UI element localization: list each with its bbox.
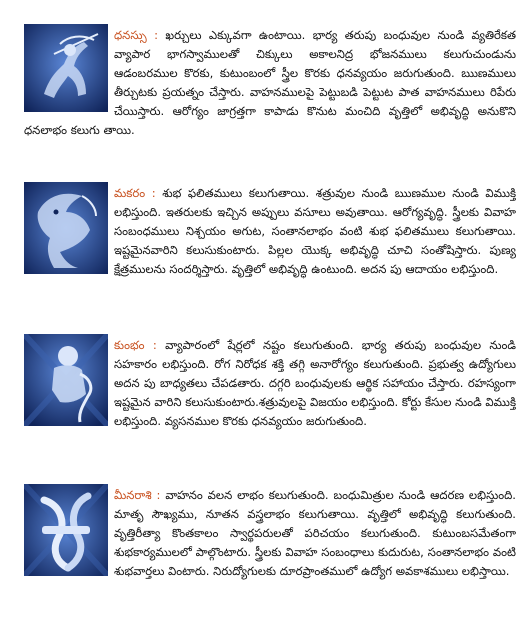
section-text	[24, 486, 516, 581]
section-aquarius	[0, 332, 528, 472]
prediction-text: వ్యాపారంలో షేర్లలో నష్టం కలుగుతుంది. భార్య తరుపు బంధువుల నుండి సహకారం లభిస్తుంది. రోగ నిరోధక శక్తి తగ్గి అనారోగ్యం కలుగుతుంది. ప్రభుత్వ ఉద్యోగులు అదన పు బాధ్యతలు చేపడతారు. దగ్గరి బంధువులకు ఆర్థిక సహాయం చేస్తారు. రహస్యంగా ఇష్టమైన వారిని కలుసుకుంటారు.శత్రువులపై విజయం లభిస్తుంది. కోర్టు కేసుల నుండి విముక్తి లభిస్తుంది. వ్యసనముల కొరకు ధనవ్యయం జరుగుతుంది.	[114, 338, 517, 428]
prediction-text: ఖర్చులు ఎక్కువగా ఉంటాయి. భార్య తరుపు బంధువుల నుండి వ్యతిరేకత వ్యాపార భాగస్వాములతో చిక్కులు అకాలనిద్ర భోజనములు కలుగుచుండును ఆడంబరముల కొరకు, కుటుంబంలో స్త్రీల కొరకు ధనవ్యయం జరుగుతుంది. ఋణములు తీర్చుటకు ప్రయత్నం చేస్తారు. వాహనములపై పెట్టుబడి పెట్టుట పాత వాహనములు రిపేరు చేయిస్తారు. ఆరోగ్యం జాగ్రత్తగా కాపాడు కొనుట మంచిది వృత్తిలో అభివృద్ధి అనుకొని ధనలాభం కలుగు తాయి.	[24, 28, 516, 137]
prediction-text: శుభ ఫలితములు కలుగుతాయి. శత్రువుల నుండి ఋణముల నుండి విముక్తి లభిస్తుంది. ఇతరులకు ఇచ్చిన అప్పులు వసూలు అవుతాయి. ఆరోగ్యవృద్ధి. స్త్రీలకు వివాహ సంబంధములు నిశ్చయం అగుట, సంతానలాభం వంటి శుభ ఫలితములు కలుగుతాయి. ఇష్టమైనవారిని కలుసుకుంటారు. పిల్లల యొక్క అభివృద్ధి చూచి సంతోషిస్తారు. పుణ్య క్షేత్రములను సందర్శిస్తారు. వృత్తిలో అభివృద్ధి ఉంటుంది. అదన పు ఆదాయం లభిస్తుంది.	[114, 186, 517, 276]
section-text	[24, 184, 516, 279]
section-pisces	[0, 482, 528, 632]
section-text	[24, 26, 516, 140]
sign-name: మకరం :	[114, 186, 156, 200]
section-capricorn	[0, 178, 528, 312]
sign-name: మీనరాశి :	[114, 488, 161, 502]
section-text	[24, 336, 516, 431]
prediction-text: వాహనం వలన లాభం కలుగుతుంది. బంధుమిత్రుల నుండి ఆదరణ లభిస్తుంది. మాతృ సౌఖ్యము, నూతన వస్త్రలాభం కలుగుతాయి. వృత్తిలో అభివృద్ధి కలుగుతుంది. వృత్తిరీత్యా కొంతకాలం స్వార్థపరులతో పరిచయం కలుగుతుంది. కుటుంబసమేతంగా శుభకార్యములలో పాల్గొంటారు. స్త్రీలకు వివాహ సంబంధాలు కుదురుట, సంతానలాభం వంటి శుభవార్తలు వింటారు. నిరుద్యోగులకు దూరప్రాంతములో ఉద్యోగ అవకాశములు లభిస్తాయి.	[114, 488, 516, 578]
sign-name: కుంభం :	[114, 338, 157, 352]
section-sagittarius	[0, 0, 528, 178]
sign-name: ధనస్సు :	[114, 28, 158, 42]
